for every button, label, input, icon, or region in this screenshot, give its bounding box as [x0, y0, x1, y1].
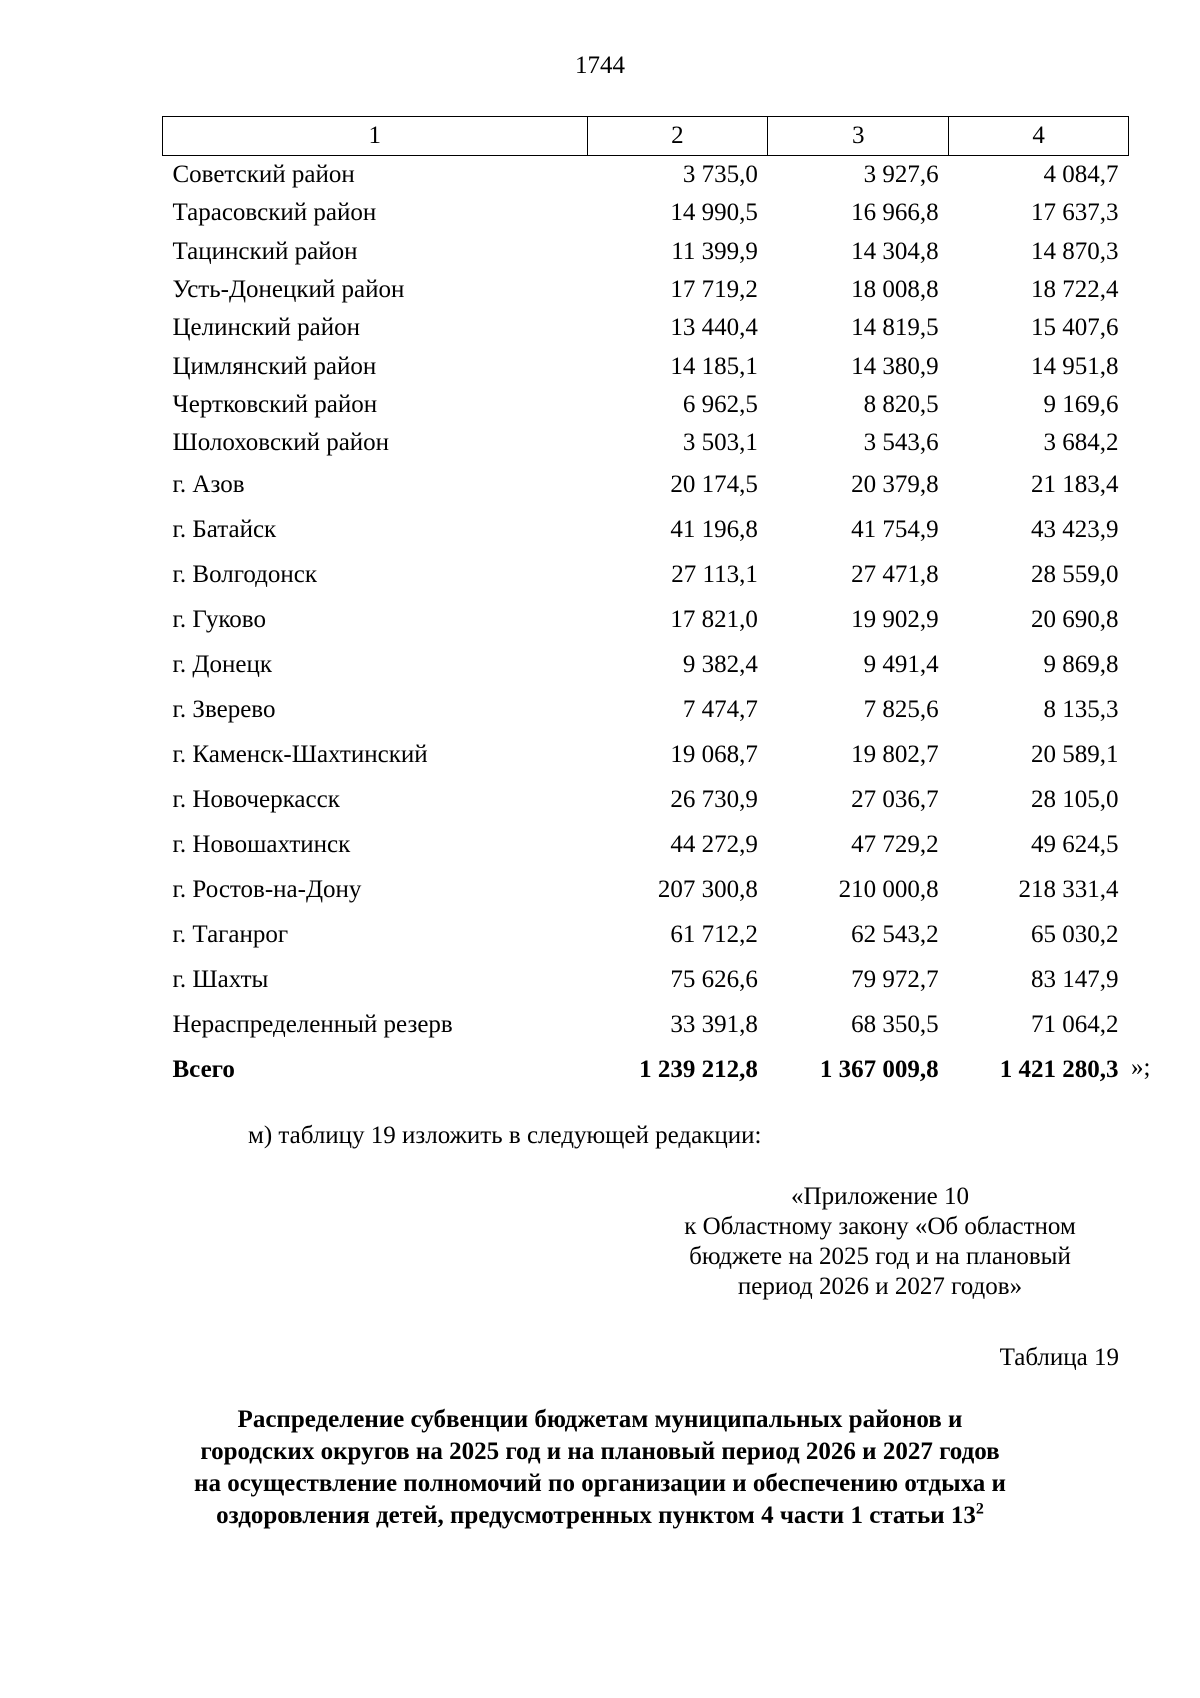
table-row: [163, 194, 1129, 232]
table-row: [163, 912, 1129, 957]
table-cell-name: г. Каменск-Шахтинский: [172, 740, 428, 768]
table-cell-value: 14 951,8: [1031, 352, 1119, 380]
table-cell-name: г. Донецк: [172, 650, 272, 678]
table-cell-value: 41 754,9: [851, 515, 939, 543]
table-cell-value: 27 471,8: [851, 560, 939, 588]
appendix-line: «Приложение 10: [791, 1183, 969, 1210]
table-heading: [100, 1404, 1100, 1532]
table-cell-value: 75 626,6: [670, 965, 758, 993]
table-cell-value: 71 064,2: [1031, 1010, 1119, 1038]
table-cell-value: 83 147,9: [1031, 965, 1119, 993]
table-cell-value: 1 367 009,8: [819, 1055, 939, 1083]
heading-line: Распределение субвенции бюджетам муниципальных районов и: [237, 1406, 963, 1433]
table-row: [163, 957, 1129, 1002]
table-cell-value: 18 008,8: [851, 276, 939, 304]
table-cell-name: Советский район: [172, 161, 355, 189]
table-cell-value: 9 169,6: [1043, 390, 1119, 418]
table-cell-value: 207 300,8: [657, 875, 758, 903]
table-cell-value: 9 491,4: [863, 650, 939, 678]
page-number: 1744: [575, 52, 625, 79]
table-cell-value: 13 440,4: [670, 314, 758, 342]
table-cell-value: 47 729,2: [851, 830, 939, 858]
table-cell-value: 20 379,8: [851, 470, 939, 498]
table-cell-value: 27 113,1: [671, 560, 758, 588]
table-cell-value: 41 196,8: [670, 515, 758, 543]
table-cell-value: 27 036,7: [851, 785, 939, 813]
heading-line: на осуществление полномочий по организации и обеспечению отдыха и: [194, 1470, 1006, 1497]
table-cell-value: 18 722,4: [1031, 276, 1119, 304]
table-cell-name: Чертковский район: [172, 390, 378, 418]
table-cell-value: 7 474,7: [682, 695, 758, 723]
table-cell-value: 1 421 280,3: [999, 1055, 1119, 1083]
table-cell-value: 79 972,7: [851, 965, 939, 993]
table-cell-value: 49 624,5: [1031, 830, 1119, 858]
table-cell-value: 14 819,5: [851, 314, 939, 342]
table-row-total: [163, 1047, 1129, 1092]
table-cell-value: 1 239 212,8: [639, 1055, 758, 1083]
table-cell-value: 17 821,0: [670, 605, 758, 633]
table-row: [163, 462, 1129, 507]
table-row: [163, 156, 1129, 195]
table-row: [163, 271, 1129, 309]
table-cell-value: 65 030,2: [1031, 920, 1119, 948]
table-cell-name: г. Шахты: [172, 965, 269, 993]
table-cell-value: 3 735,0: [682, 161, 758, 189]
budget-table: [162, 116, 1129, 1092]
table-cell-name: г. Таганрог: [172, 920, 289, 948]
instruction-text: м) таблицу 19 изложить в следующей редакции:: [248, 1122, 762, 1149]
table-cell-name: г. Новошахтинск: [172, 830, 351, 858]
table-cell-value: 19 902,9: [851, 605, 939, 633]
table-cell-value: 17 637,3: [1031, 199, 1119, 227]
table-row: [163, 777, 1129, 822]
table-cell-value: 218 331,4: [1018, 875, 1119, 903]
table-row: [163, 309, 1129, 347]
heading-superscript: 2: [975, 1500, 984, 1518]
table-cell-value: 33 391,8: [670, 1010, 758, 1038]
table-row: [163, 732, 1129, 777]
table-cell-value: 14 380,9: [851, 352, 939, 380]
table-cell-name: г. Азов: [172, 470, 245, 498]
table-cell-value: 21 183,4: [1031, 470, 1119, 498]
appendix-line: бюджете на 2025 год и на плановый: [689, 1243, 1071, 1270]
column-header: 2: [587, 117, 768, 156]
table-row: [163, 552, 1129, 597]
heading-line: городских округов на 2025 год и на плановый период 2026 и 2027 годов: [200, 1438, 1000, 1465]
table-row: [163, 1002, 1129, 1047]
table-cell-value: 19 068,7: [670, 740, 758, 768]
table-row: [163, 424, 1129, 462]
column-header: 4: [949, 117, 1129, 156]
appendix-line: к Областному закону «Об областном: [684, 1213, 1076, 1240]
table-row: [163, 507, 1129, 552]
table-cell-value: 9 382,4: [682, 650, 758, 678]
table-cell-name: г. Ростов-на-Дону: [172, 875, 362, 903]
table-cell-value: 14 185,1: [670, 352, 758, 380]
table-cell-value: 44 272,9: [670, 830, 758, 858]
table-cell-name: Шолоховский район: [172, 429, 390, 457]
table-cell-value: 28 559,0: [1031, 560, 1119, 588]
table-cell-value: 14 990,5: [670, 199, 758, 227]
table-cell-name: Всего: [172, 1055, 235, 1083]
table-row: [163, 347, 1129, 385]
table-cell-value: 3 543,6: [863, 429, 939, 457]
table-cell-value: 3 684,2: [1043, 429, 1119, 457]
table-cell-value: 7 825,6: [863, 695, 939, 723]
table-cell-value: 15 407,6: [1031, 314, 1119, 342]
table-number: Таблица 19: [999, 1344, 1119, 1371]
table-cell-name: г. Батайск: [172, 515, 277, 543]
table-cell-value: 6 962,5: [682, 390, 758, 418]
appendix-line: период 2026 и 2027 годов»: [737, 1273, 1023, 1300]
table-cell-name: Цимлянский район: [172, 352, 377, 380]
table-cell-name: Тацинский район: [172, 237, 358, 265]
table-cell-value: 8 820,5: [863, 390, 939, 418]
heading-line-text: оздоровления детей, предусмотренных пунктом 4 части 1 статьи 13: [216, 1502, 976, 1529]
table-cell-value: 14 870,3: [1031, 237, 1119, 265]
table-cell-value: 68 350,5: [851, 1010, 939, 1038]
table-row: [163, 822, 1129, 867]
table-cell-name: г. Гуково: [172, 605, 266, 633]
table-cell-name: Тарасовский район: [172, 199, 377, 227]
heading-line: [100, 1500, 1100, 1532]
table-row: [163, 867, 1129, 912]
table-cell-name: г. Волгодонск: [172, 560, 318, 588]
table-cell-value: 9 869,8: [1043, 650, 1119, 678]
table-header: [163, 117, 1129, 156]
column-header: 1: [163, 117, 588, 156]
table-cell-name: Усть-Донецкий район: [172, 276, 405, 304]
table-cell-value: 19 802,7: [851, 740, 939, 768]
table-cell-name: г. Новочеркасск: [172, 785, 340, 813]
table-row: [163, 386, 1129, 424]
table-cell-value: 8 135,3: [1043, 695, 1119, 723]
table-cell-value: 3 927,6: [863, 161, 939, 189]
table-row: [163, 233, 1129, 271]
table-cell-value: 4 084,7: [1043, 161, 1119, 189]
column-header: 3: [768, 117, 949, 156]
table-cell-name: Нераспределенный резерв: [172, 1010, 453, 1038]
table-cell-value: 16 966,8: [851, 199, 939, 227]
table-cell-value: 17 719,2: [670, 276, 758, 304]
table-row: [163, 687, 1129, 732]
table-cell-value: 43 423,9: [1031, 515, 1119, 543]
table-cell-value: 62 543,2: [851, 920, 939, 948]
table-cell-value: 20 589,1: [1031, 740, 1119, 768]
table-cell-value: 61 712,2: [670, 920, 758, 948]
table-cell-value: 20 690,8: [1031, 605, 1119, 633]
table-body: [163, 156, 1129, 1093]
table-cell-value: 3 503,1: [682, 429, 758, 457]
table-cell-value: 14 304,8: [851, 237, 939, 265]
table-cell-value: 26 730,9: [670, 785, 758, 813]
table-cell-name: г. Зверево: [172, 695, 276, 723]
table-cell-value: 210 000,8: [838, 875, 939, 903]
closing-quote: »;: [1131, 1054, 1151, 1081]
table-cell-name: Целинский район: [172, 314, 360, 342]
table-row: [163, 642, 1129, 687]
table-row: [163, 597, 1129, 642]
table-cell-value: 11 399,9: [671, 237, 758, 265]
table-cell-value: 20 174,5: [670, 470, 758, 498]
appendix-reference: [640, 1182, 1120, 1302]
table-cell-value: 28 105,0: [1031, 785, 1119, 813]
